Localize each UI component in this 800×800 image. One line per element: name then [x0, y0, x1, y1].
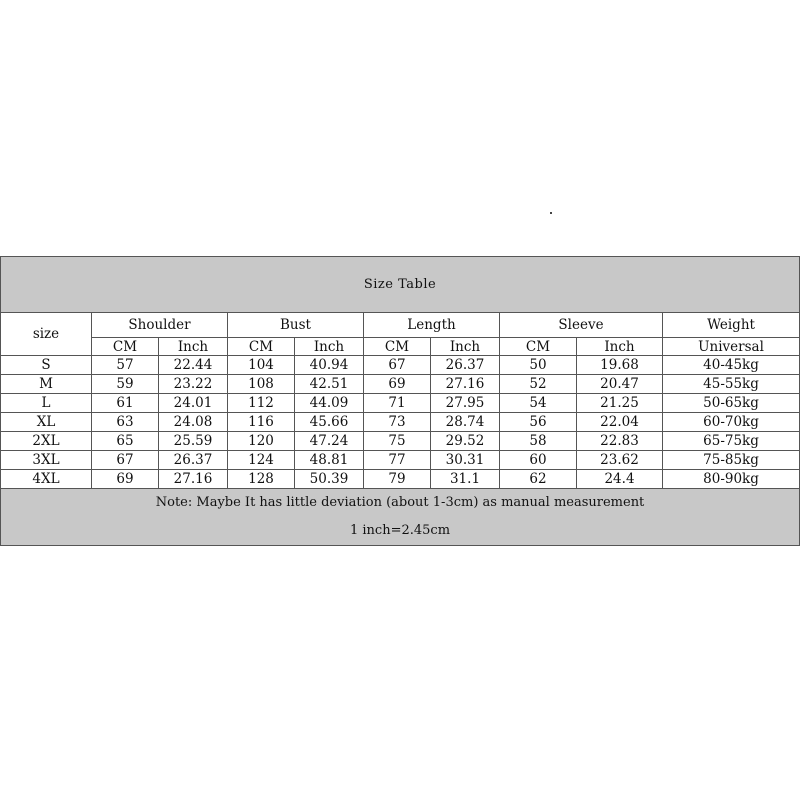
size-cell: S [1, 356, 92, 375]
table-cell: 24.01 [159, 394, 228, 413]
table-cell: 57 [92, 356, 159, 375]
size-cell: 4XL [1, 470, 92, 489]
table-cell: 48.81 [295, 451, 364, 470]
table-cell: 128 [228, 470, 295, 489]
table-cell: 27.16 [159, 470, 228, 489]
table-cell: 60-70kg [663, 413, 800, 432]
table-cell: 80-90kg [663, 470, 800, 489]
table-cell: 61 [92, 394, 159, 413]
table-cell: 79 [364, 470, 431, 489]
table-cell: 58 [500, 432, 577, 451]
table-cell: 65-75kg [663, 432, 800, 451]
table-row [1, 432, 800, 451]
size-cell: 2XL [1, 432, 92, 451]
table-cell: 67 [92, 451, 159, 470]
table-cell: 28.74 [431, 413, 500, 432]
table-cell: 44.09 [295, 394, 364, 413]
table-cell: 67 [364, 356, 431, 375]
table-cell: 50-65kg [663, 394, 800, 413]
size-cell: XL [1, 413, 92, 432]
table-cell: 52 [500, 375, 577, 394]
table-cell: 22.44 [159, 356, 228, 375]
table-cell: 22.04 [577, 413, 663, 432]
size-cell: M [1, 375, 92, 394]
table-cell: 54 [500, 394, 577, 413]
unit-header: Inch [577, 338, 663, 356]
table-cell: 30.31 [431, 451, 500, 470]
group-header-bust: Bust [228, 313, 364, 338]
table-row [1, 413, 800, 432]
table-cell: 50.39 [295, 470, 364, 489]
table-title: Size Table [1, 257, 800, 313]
unit-header: CM [500, 338, 577, 356]
table-cell: 104 [228, 356, 295, 375]
unit-header: CM [92, 338, 159, 356]
table-row [1, 394, 800, 413]
table-cell: 71 [364, 394, 431, 413]
table-cell: 40.94 [295, 356, 364, 375]
size-cell: 3XL [1, 451, 92, 470]
unit-header: Inch [431, 338, 500, 356]
table-row [1, 375, 800, 394]
table-cell: 45.66 [295, 413, 364, 432]
table-cell: 23.62 [577, 451, 663, 470]
table-cell: 59 [92, 375, 159, 394]
table-cell: 65 [92, 432, 159, 451]
table-cell: 63 [92, 413, 159, 432]
unit-header: CM [364, 338, 431, 356]
table-row [1, 451, 800, 470]
table-cell: 124 [228, 451, 295, 470]
note-deviation-text: Note: Maybe It has little deviation (about 1-3cm) as manual measurement [155, 495, 645, 510]
group-header-shoulder: Shoulder [92, 313, 228, 338]
note-conversion-text: 1 inch=2.45cm [350, 523, 451, 538]
table-cell: 24.4 [577, 470, 663, 489]
unit-header: Universal [663, 338, 800, 356]
table-row [1, 470, 800, 489]
stray-dot [550, 212, 552, 214]
size-cell: L [1, 394, 92, 413]
table-cell: 23.22 [159, 375, 228, 394]
table-cell: 47.24 [295, 432, 364, 451]
table-cell: 112 [228, 394, 295, 413]
table-cell: 40-45kg [663, 356, 800, 375]
table-cell: 31.1 [431, 470, 500, 489]
table-cell: 26.37 [431, 356, 500, 375]
table-cell: 19.68 [577, 356, 663, 375]
table-row [1, 356, 800, 375]
measurement-note [1, 489, 800, 546]
unit-header: Inch [159, 338, 228, 356]
size-column-header: size [1, 313, 92, 356]
table-cell: 50 [500, 356, 577, 375]
group-header-weight: Weight [663, 313, 800, 338]
table-cell: 77 [364, 451, 431, 470]
table-cell: 26.37 [159, 451, 228, 470]
table-cell: 27.16 [431, 375, 500, 394]
size-table [0, 256, 800, 546]
group-header-sleeve: Sleeve [500, 313, 663, 338]
table-cell: 69 [92, 470, 159, 489]
table-cell: 21.25 [577, 394, 663, 413]
table-cell: 42.51 [295, 375, 364, 394]
table-cell: 56 [500, 413, 577, 432]
table-cell: 29.52 [431, 432, 500, 451]
table-cell: 20.47 [577, 375, 663, 394]
table-cell: 69 [364, 375, 431, 394]
table-cell: 60 [500, 451, 577, 470]
table-cell: 45-55kg [663, 375, 800, 394]
unit-header: Inch [295, 338, 364, 356]
table-cell: 25.59 [159, 432, 228, 451]
table-cell: 120 [228, 432, 295, 451]
table-cell: 108 [228, 375, 295, 394]
table-cell: 75 [364, 432, 431, 451]
table-cell: 24.08 [159, 413, 228, 432]
unit-header: CM [228, 338, 295, 356]
table-cell: 116 [228, 413, 295, 432]
table-cell: 27.95 [431, 394, 500, 413]
table-cell: 73 [364, 413, 431, 432]
group-header-length: Length [364, 313, 500, 338]
table-cell: 75-85kg [663, 451, 800, 470]
table-cell: 22.83 [577, 432, 663, 451]
table-cell: 62 [500, 470, 577, 489]
